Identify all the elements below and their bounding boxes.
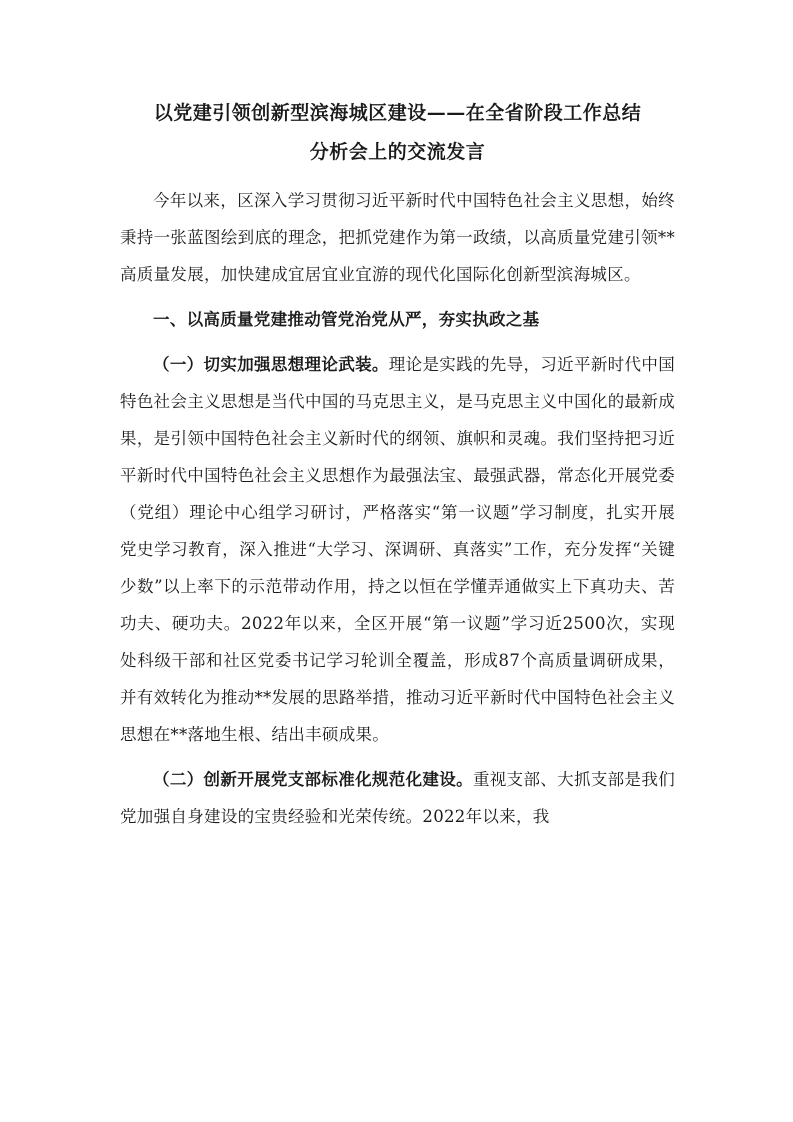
subsection-1-body: 理论是实践的先导，习近平新时代中国特色社会主义思想是当代中国的马克思主义，是马克思主义中国化的最新成果，是引领中国特色社会主义新时代的纲领、旗帜和灵魂。我们坚持把习近平新时代中国特色社会主义思想作为最强法宝、最强武器，常态化开展党委（党组）理论中心组学习研讨，严格落实“第一议题”学习制度，扎实开展党史学习教育，深入推进“大学习、深调研、真落实”工作，充分发挥“关键少数”以上率下的示范带动作用，持之以恒在学懂弄通做实上下真功夫、苦功夫、硬功夫。2022年以来，全区开展“第一议题”学习近2500次，实现处科级干部和社区党委书记学习轮训全覆盖，形成87个高质量调研成果，并有效转化为推动**发展的思路举措，推动习近平新时代中国特色社会主义思想在**落地生根、结出丰硕成果。 <box>120 355 675 744</box>
title-line-2: 分析会上的交流发言 <box>309 141 486 163</box>
intro-paragraph: 今年以来，区深入学习贯彻习近平新时代中国特色社会主义思想，始终秉持一张蓝图绘到底的理念，把抓党建作为第一政绩，以高质量党建引领**高质量发展，加快建成宜居宜业宜游的现代化国际化创新型滨海城区。 <box>120 191 675 284</box>
document-title <box>120 94 675 172</box>
paragraph-gap <box>120 753 675 761</box>
subsection-1-heading: （一）切实加强思想理论武装。 <box>153 355 389 374</box>
subsection-1-paragraph <box>120 346 675 753</box>
section-1-heading: 一、以高质量党建推动管党治党从严，夯实执政之基 <box>153 310 540 329</box>
title-line-1: 以党建引领创新型滨海城区建设——在全省阶段工作总结 <box>153 102 642 124</box>
subsection-2-paragraph <box>120 761 675 835</box>
subsection-2-body: 重视支部、大抓支部是我们党加强自身建设的宝贵经验和光荣传统。2022年以来，我 <box>120 770 675 826</box>
subsection-2-heading: （二）创新开展党支部标准化规范化建设。 <box>153 770 473 789</box>
